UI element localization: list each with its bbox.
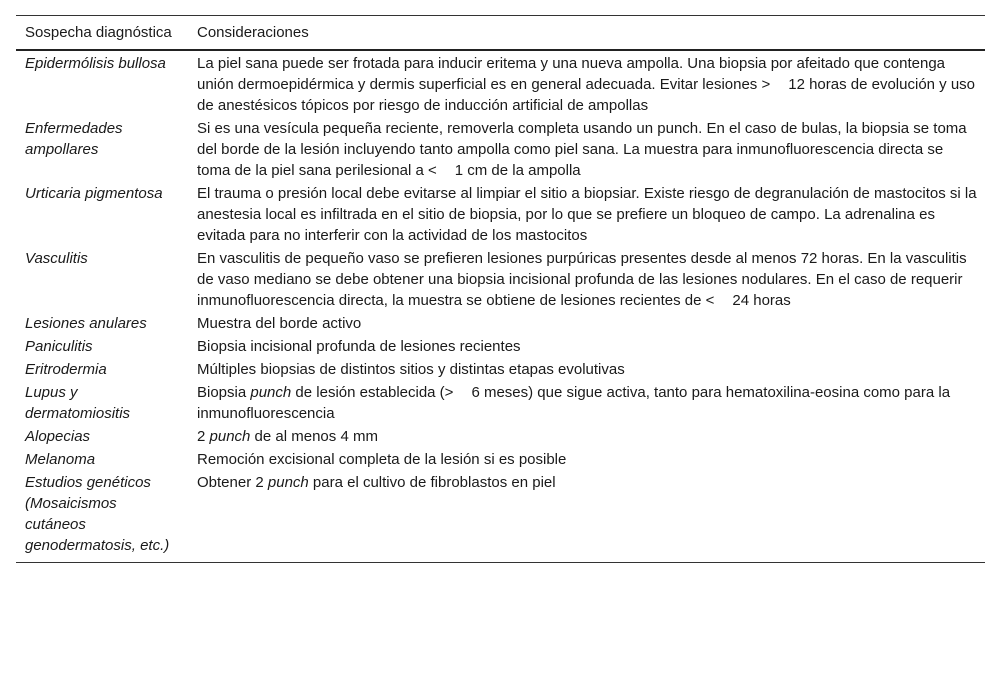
consideration-text-pre: Biopsia xyxy=(197,384,251,401)
consideration-text-pre: 2 xyxy=(197,428,210,445)
table-row xyxy=(16,425,985,448)
biopsy-considerations-table xyxy=(16,15,985,563)
header-row xyxy=(16,16,985,51)
consideration-text-emphasis: punch xyxy=(250,384,292,401)
table-row xyxy=(16,335,985,358)
consideration-text-post: para el cultivo de fibroblastos en piel xyxy=(308,474,556,491)
consideration-cell xyxy=(188,425,985,448)
consideration-cell: Muestra del borde activo xyxy=(197,315,362,332)
diagnosis-cell: Melanoma xyxy=(25,451,96,468)
consideration-text-post: de al menos 4 mm xyxy=(250,428,378,445)
table-row xyxy=(16,471,985,563)
consideration-text-pre: Obtener 2 xyxy=(197,474,268,491)
diagnosis-cell: Lesiones anulares xyxy=(25,315,147,332)
table-row xyxy=(16,117,985,182)
consideration-text-emphasis: punch xyxy=(209,428,251,445)
consideration-cell xyxy=(188,381,985,425)
diagnosis-cell: Urticaria pigmentosa xyxy=(25,185,163,202)
table-row xyxy=(16,312,985,335)
table-row xyxy=(16,381,985,425)
header-consideraciones: Consideraciones xyxy=(188,16,985,51)
consideration-text-post: de lesión establecida (> 6 meses) que sigue activa, tanto para hematoxilina-eosina como para la inmunofluorescencia xyxy=(197,384,951,422)
diagnosis-cell: Vasculitis xyxy=(25,250,88,267)
consideration-cell: En vasculitis de pequeño vaso se prefieren lesiones purpúricas presentes desde al menos 72 horas. En la vasculitis de vaso mediano se debe obtener una biopsia incisional profunda de las lesiones nodulares. En el caso de requerir inmunofluorescencia directa, la muestra se obtiene de lesiones recientes de < 24 horas xyxy=(197,250,967,309)
consideration-cell: Múltiples biopsias de distintos sitios y distintas etapas evolutivas xyxy=(197,361,625,378)
table-header xyxy=(16,16,985,51)
diagnosis-cell: Epidermólisis bullosa xyxy=(25,55,166,72)
biopsy-considerations-table-wrapper xyxy=(16,15,985,563)
diagnosis-cell: Eritrodermia xyxy=(25,361,107,378)
consideration-cell: El trauma o presión local debe evitarse al limpiar el sitio a biopsiar. Existe riesgo de degranulación de mastocitos si la anestesia local es infiltrada en el sitio de biopsia, por lo que se prefiere un bloqueo de campo. La adrenalina es evitada para no interferir con la actividad de los mastocitos xyxy=(197,185,977,244)
consideration-cell: Si es una vesícula pequeña reciente, removerla completa usando un punch. En el caso de bulas, la biopsia se toma del borde de la lesión incluyendo tanto ampolla como piel sana. La muestra para inmunofluorescencia directa se toma de la piel sana perilesional a < 1 cm de la ampolla xyxy=(197,120,967,179)
consideration-cell: La piel sana puede ser frotada para inducir eritema y una nueva ampolla. Una biopsia por afeitado que contenga unión dermoepidérmica y dermis superficial es en general adecuada. Evitar lesiones > 12 horas de evolución y uso de anestésicos tópicos por riesgo de inducción artificial de ampollas xyxy=(197,55,976,114)
consideration-cell xyxy=(188,471,985,563)
table-row xyxy=(16,182,985,247)
diagnosis-cell: Enfermedades ampollares xyxy=(25,120,123,158)
table-row xyxy=(16,247,985,312)
table-row xyxy=(16,358,985,381)
diagnosis-cell: Alopecias xyxy=(25,428,91,445)
consideration-cell: Biopsia incisional profunda de lesiones recientes xyxy=(197,338,521,355)
consideration-text-emphasis: punch xyxy=(267,474,309,491)
diagnosis-cell: Estudios genéticos (Mosaicismos cutáneos genodermatosis, etc.) xyxy=(25,474,170,554)
table-row xyxy=(16,448,985,471)
table-row xyxy=(16,50,985,117)
consideration-cell: Remoción excisional completa de la lesión si es posible xyxy=(197,451,567,468)
header-sospecha-diagnostica: Sospecha diagnóstica xyxy=(16,16,188,51)
diagnosis-cell: Lupus y dermatomiositis xyxy=(25,384,131,422)
table-body xyxy=(16,50,985,563)
diagnosis-cell: Paniculitis xyxy=(25,338,93,355)
